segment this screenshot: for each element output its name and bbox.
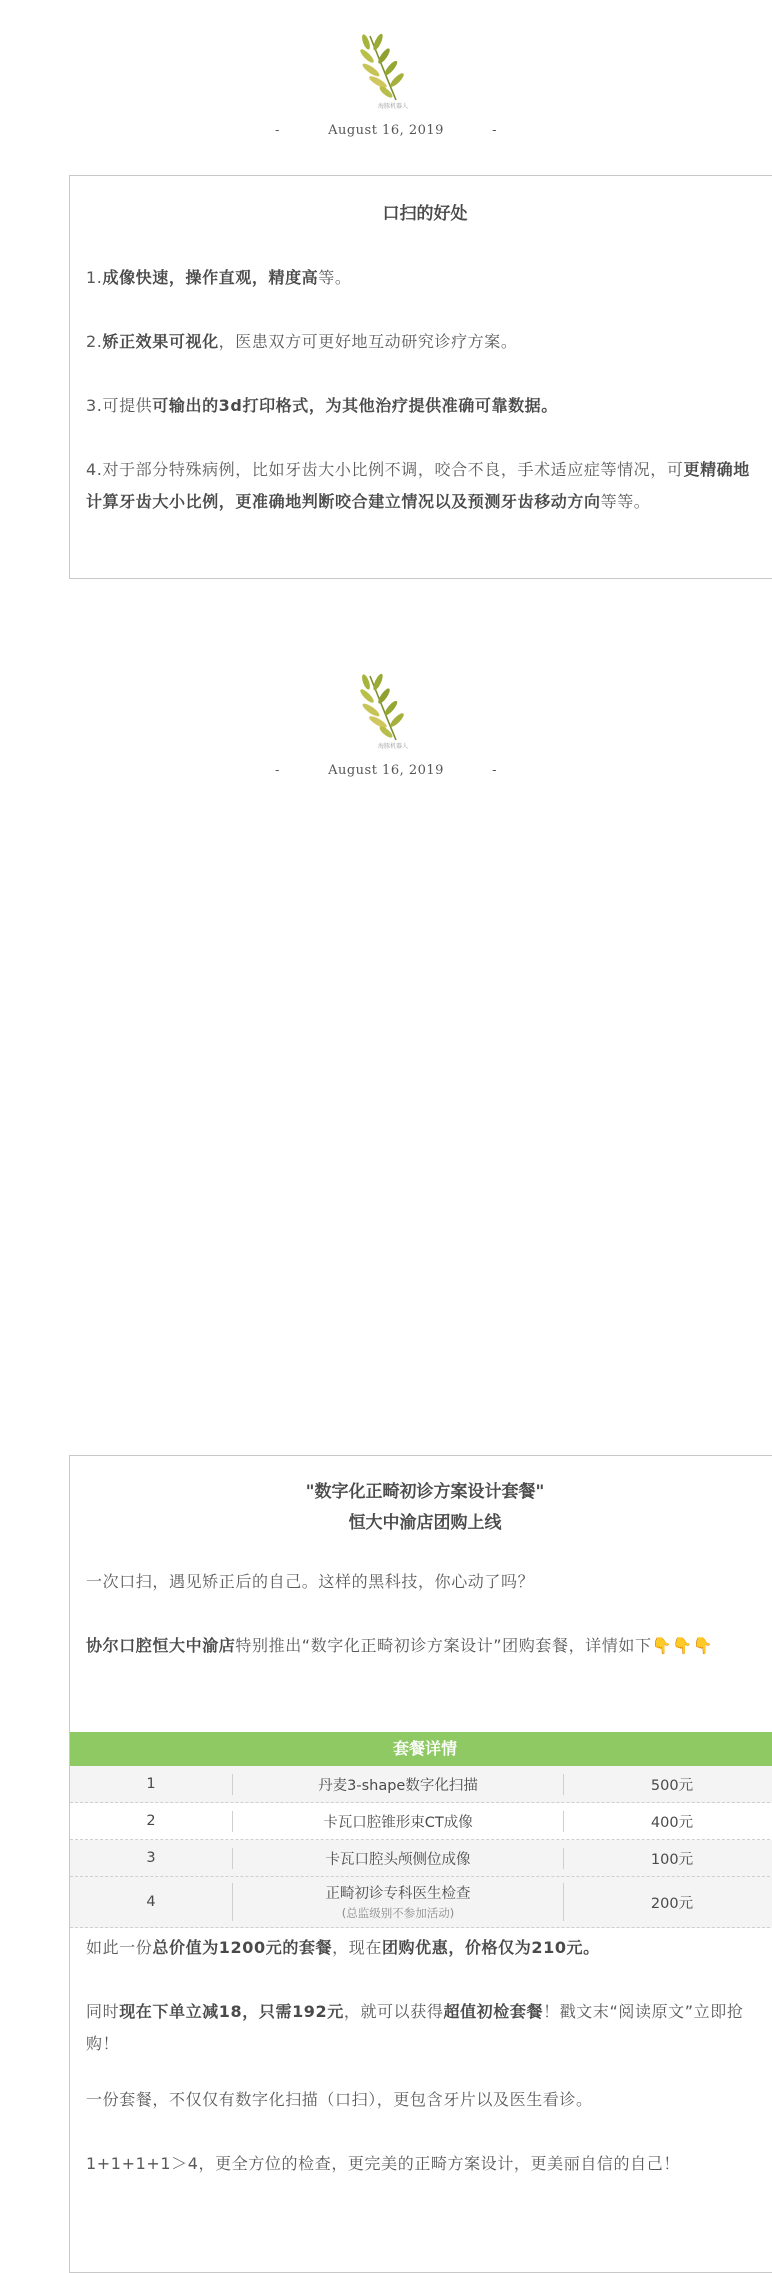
body-text: 特别推出“数字化正畸初诊方案设计”团购套餐，详情如下👇👇👇 xyxy=(235,1636,714,1655)
row-number: 2 xyxy=(146,1813,156,1829)
row-number: 3 xyxy=(146,1850,156,1866)
table-row xyxy=(70,1877,772,1928)
row-item: 卡瓦口腔锥形束CT成像 xyxy=(232,1811,564,1832)
post-date: August 16, 2019 xyxy=(328,763,444,778)
body-text: ！戳文末“阅读原文”立即抢购！ xyxy=(86,2002,744,2053)
body-text: 等等。 xyxy=(600,492,651,511)
benefit-paragraph-3 xyxy=(86,390,764,422)
benefits-card xyxy=(69,175,772,579)
closing-paragraph xyxy=(86,2148,764,2180)
dash-left: - xyxy=(274,123,280,138)
body-text: 一份套餐，不仅仅有数字化扫描（口扫），更包含牙片以及医生看诊。 xyxy=(86,2090,593,2109)
olive-branch-icon xyxy=(356,670,420,758)
body-text: 等。 xyxy=(318,268,352,287)
row-number: 4 xyxy=(146,1894,156,1910)
dash-left: - xyxy=(274,763,280,778)
body-text: 4.对于部分特殊病例，比如牙齿大小比例不调，咬合不良，手术适应症等情况，可 xyxy=(86,460,684,479)
contents-paragraph xyxy=(86,2084,764,2116)
emphasis-text: 团购优惠，价格仅为210元。 xyxy=(381,1938,600,1957)
row-item: 丹麦3-shape数字化扫描 xyxy=(232,1774,564,1795)
emphasis-text: 矫正效果可视化 xyxy=(102,332,219,351)
emphasis-text: 超值初检套餐 xyxy=(443,2002,544,2021)
body-text: 如此一份 xyxy=(86,1938,153,1957)
intro-paragraph xyxy=(86,1566,764,1598)
emphasis-text: 协尔口腔恒大中渝店 xyxy=(86,1636,236,1655)
body-text: 一次口扫，遇见矫正后的自己。这样的黑科技，你心动了吗？ xyxy=(86,1572,535,1591)
emphasis-text: 总价值为1200元的套餐 xyxy=(152,1938,333,1957)
table-row xyxy=(70,1766,772,1803)
row-item: 正畸初诊专科医生检查 xyxy=(325,1886,471,1902)
date-line xyxy=(0,123,772,143)
emphasis-text: 更精确地计算牙齿大小比例，更准确地判断咬合建立情况以及预测牙齿移动方向 xyxy=(86,460,750,511)
date-line xyxy=(0,763,772,783)
body-text: ，就可以获得 xyxy=(343,2002,444,2021)
post-date: August 16, 2019 xyxy=(328,123,444,138)
body-text: ，医患双方可更好地互动研究诊疗方案。 xyxy=(218,332,518,351)
brand-mark: 海豚机器人 xyxy=(378,103,409,110)
card-title: 口扫的好处 xyxy=(382,204,468,224)
dash-right: - xyxy=(492,763,498,778)
emphasis-text: 可输出的3d打印格式，为其他治疗提供准确可靠数据。 xyxy=(152,396,558,415)
emphasis-text: 现在下单立减18，只需192元 xyxy=(119,2002,344,2021)
row-note: (总监级别不参加活动) xyxy=(341,1906,455,1920)
row-item-cell xyxy=(232,1883,564,1921)
row-number: 1 xyxy=(146,1776,156,1792)
promo-paragraph xyxy=(86,1630,764,1662)
table-row xyxy=(70,1803,772,1840)
row-price: 500元 xyxy=(650,1777,694,1794)
body-text: ，现在 xyxy=(332,1938,382,1957)
benefit-paragraph-2 xyxy=(86,326,764,358)
package-title: "数字化正畸初诊方案设计套餐" xyxy=(305,1482,545,1502)
emphasis-text: 成像快速，操作直观，精度高 xyxy=(102,268,319,287)
benefit-paragraph-4 xyxy=(86,454,764,518)
table-header: 套餐详情 xyxy=(70,1732,772,1766)
value-paragraph xyxy=(86,1932,764,1964)
row-price: 200元 xyxy=(650,1895,694,1912)
benefit-paragraph-1 xyxy=(86,262,764,294)
olive-branch-icon xyxy=(356,30,420,118)
body-text: 3.可提供 xyxy=(86,396,153,415)
package-card xyxy=(69,1455,772,2273)
body-text: 同时 xyxy=(86,2002,120,2021)
row-price: 400元 xyxy=(650,1814,694,1831)
package-subtitle: 恒大中渝店团购上线 xyxy=(348,1513,502,1533)
table-row xyxy=(70,1840,772,1877)
body-text: 2. xyxy=(86,332,103,351)
row-item: 卡瓦口腔头颅侧位成像 xyxy=(232,1848,564,1869)
offer-paragraph xyxy=(86,1996,764,2060)
body-text: 1+1+1+1＞4，更全方位的检查，更完美的正畸方案设计，更美丽自信的自己！ xyxy=(86,2154,680,2173)
body-text: 1. xyxy=(86,268,103,287)
row-price: 100元 xyxy=(650,1851,694,1868)
package-table xyxy=(70,1732,772,1928)
dash-right: - xyxy=(492,123,498,138)
brand-mark: 海豚机器人 xyxy=(378,743,409,750)
